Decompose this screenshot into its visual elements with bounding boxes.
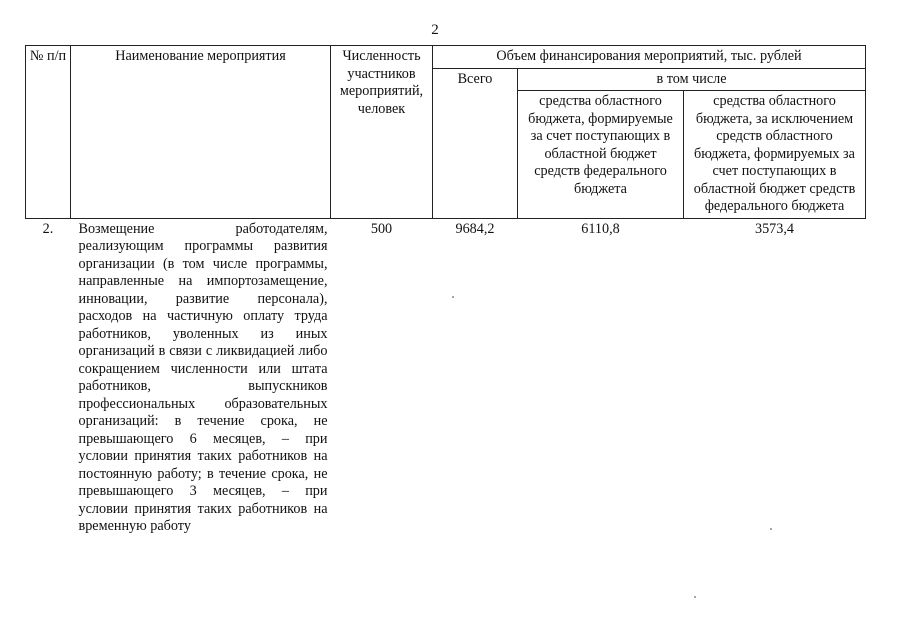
page-number: 2	[431, 22, 439, 38]
row-num: 2.	[42, 220, 54, 237]
table-row	[26, 218, 866, 538]
header-regional-excl: средства областного бюджета, за исключением средств областного бюджета, формируемых за счет поступающих в областной бюджет средств федерального бюджета	[684, 91, 866, 219]
row-name: Возмещение работодателям, реализующим программы развития организации (в том числе программы, направленные на импортозамещение, инновации, развитие персонала), расходов на частичную оплату труда работников, уволенных из иных организаций в связи с ликвидацией либо сокращением численности или штата работников, выпускников профессиональных образовательных организаций: в течение срока, не превышающего 6 месяцев, – при условии принятия таких работников на постоянную работу; в течение срока, не превышающего 3 месяцев, – при условии принятия таких работников на временную работу	[78, 220, 328, 534]
row-total: 9684,2	[455, 220, 495, 237]
header-total: Всего	[433, 68, 518, 218]
scan-speck	[452, 296, 454, 298]
header-num: № п/п	[26, 46, 71, 219]
header-regional-federal: средства областного бюджета, формируемые за счет поступающих в областной бюджет средств федерального бюджета	[518, 91, 684, 219]
row-regional-excl: 3573,4	[754, 220, 794, 237]
row-regional-federal: 6110,8	[581, 220, 620, 237]
scan-speck	[694, 596, 696, 598]
header-name: Наименование мероприятия	[71, 46, 331, 219]
funding-table	[25, 45, 866, 538]
header-funding: Объем финансирования мероприятий, тыс. рублей	[433, 46, 866, 69]
header-participants: Численность участников мероприятий, человек	[331, 46, 433, 219]
header-including: в том числе	[518, 68, 866, 91]
scan-speck	[770, 528, 772, 530]
row-participants: 500	[370, 220, 393, 237]
